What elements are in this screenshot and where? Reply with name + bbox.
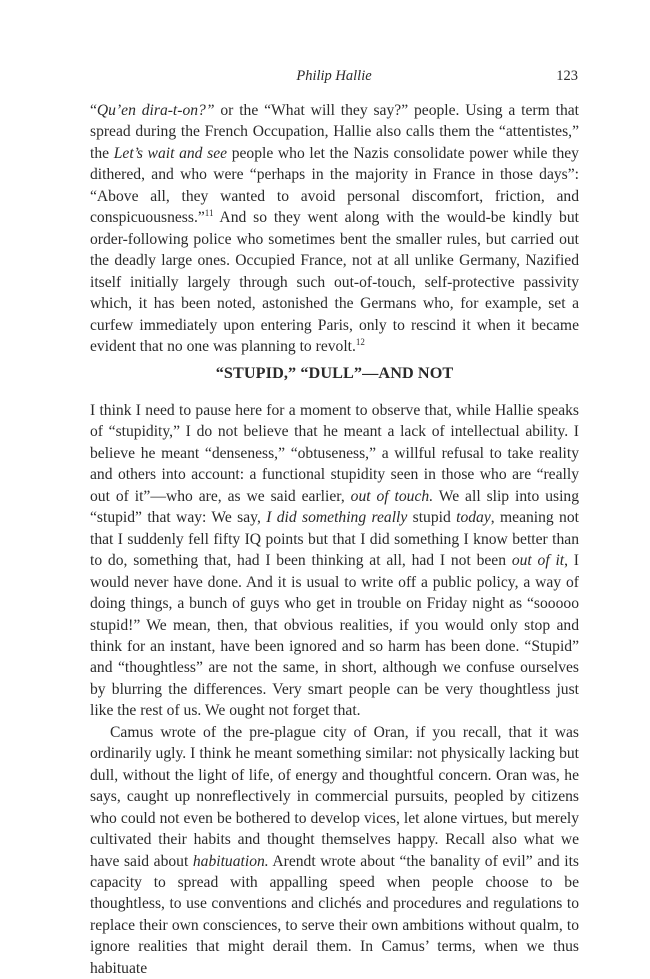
section-heading: “STUPID,” “DULL”—AND NOT: [215, 364, 454, 382]
italic-phrase: today: [456, 509, 491, 527]
text-run: Camus wrote of the pre-plague city of Oran, if you recall, that it was ordinarily ugly. I think he meant something similar: not physically lacking but dull, without the light of life, of energy and thoughtful concern. Oran was, he says, caught up nonreflectively in commercial pursuits, peopled by citizens who could not even be bothered to develop vices, let alone virtues, but merely cultivated their habits and thought themselves happy. Recall also what we have said about: [90, 723, 579, 870]
body-text-bottom: [90, 400, 579, 979]
italic-phrase: habituation.: [192, 852, 269, 870]
italic-phrase: Qu’en dira-t-on?”: [96, 102, 215, 119]
text-run: And so they went along with the would-be kindly but order-following police who sometimes bent the smaller rules, but carried out the deadly large ones. Occupied France, not at all unlike Germany, Nazified itself initially largely through such out-of-touch, self-protective passivity which, it has been noted, astonished the Germans who, for example, set a curfew immediately upon entering Paris, only to rescind it when it became evident that no one was planning to revolt.: [90, 209, 579, 355]
paragraph-camus: [90, 722, 579, 979]
text-run: people who let the Nazis consolidate power while they dithered, and who were “perhaps in the majority in France in those days”: “Above all, they wanted to avoid personal discomfort, friction, and conspicuousness.”: [90, 144, 579, 227]
paragraph-attentistes: “Qu’en dira-t-on?” or the “What will they say?” people. Using a term that spread during the French Occupation, Hallie also calls them the “attentistes,” the Let’s wait and see people who let the Nazis consolidate power while they dithered, and who were “perhaps in the majority in France in those days”: “Above all, they wanted to avoid personal discomfort, friction, and conspicuousness.”$^{11}$ And so they went along with the would-be kindly but order-following police who sometimes bent the smaller rules, but carried out the deadly large ones. Occupied France, not at all unlike Germany, Nazified itself initially largely through such out-of-touch, self-protective passivity which, it has been noted, astonished the Germans who, for example, set a curfew immediately upon entering Paris, only to rescind it when it became evident that no one was planning to revolt.$^{12}$: [90, 102, 579, 355]
text-run: stupid: [407, 509, 457, 527]
running-head: [90, 68, 578, 88]
text-run: We all slip into using “stupid” that way: We say,: [90, 487, 579, 527]
text-run: I think I need to pause here for a moment to observe that, while Hallie speaks of “stupidity,” I do not believe that he meant a lack of intellectual ability. I believe he meant “denseness,” “obtuseness,” a willful refusal to take reality and others into account: a functional stupidity seen in those who are “really out of it”—who are, as we said earlier,: [90, 402, 579, 505]
text-run: or the “What will they say?” people. Using a term that spread during the French Occupation, Hallie also calls them the “attentistes,” the: [90, 102, 579, 162]
paragraph-stupidity: [90, 400, 579, 722]
italic-phrase: out of touch.: [350, 487, 434, 505]
italic-phrase: I did something really: [266, 509, 408, 527]
text-run: , I would never have done. And it is usual to write off a public policy, a way of doing things, a bunch of guys who get in trouble on Friday night as “sooooo stupid!” We mean, then, that obvious realities, if you would only stop and think for an instant, have been ignored and so harm has been done. “Stupid” and “thoughtless” are not the same, in short, although we confuse ourselves by blurring the differences. Very smart people can be very thoughtless just like the rest of us. We ought not forget that.: [90, 552, 579, 720]
footnote-ref-11: 11: [204, 208, 214, 219]
italic-phrase: out of it: [511, 552, 565, 570]
page-number: 123: [556, 68, 578, 84]
text-run: Arendt wrote about “the banality of evil” and its capacity to spread with appalling speed when people choose to be thoughtless, to use conventions and clichés and procedures and regulations to replace their own consciences, to serve their own ambitions without qualm, to ignore realities that might derail them. In Camus’ terms, when we thus habituate: [90, 852, 580, 977]
body-text-top: [90, 100, 579, 357]
text-run: , meaning not that I suddenly fell fifty IQ points but that I did something I know better than to do, something that, had I been thinking at all, had I not been: [90, 509, 579, 570]
footnote-ref-12: 12: [355, 336, 365, 347]
running-head-author: Philip Hallie: [296, 68, 372, 84]
italic-phrase: Let’s wait and see: [113, 144, 228, 162]
